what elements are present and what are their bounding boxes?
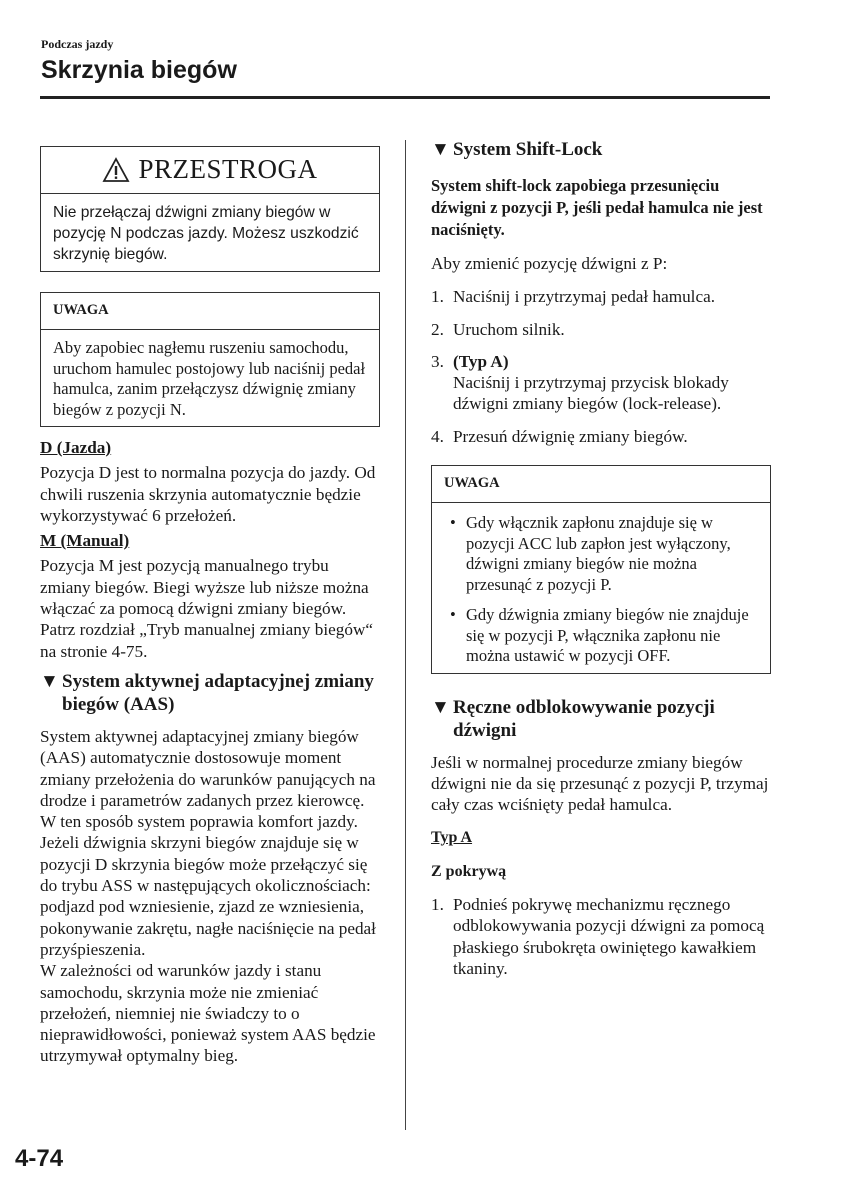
list-item <box>431 426 771 447</box>
list-item <box>431 351 771 415</box>
section-heading-manual-release <box>431 696 771 742</box>
shift-lock-steps <box>431 286 771 447</box>
step-number: 4. <box>431 426 444 446</box>
triangle-marker-icon: ▼ <box>431 696 450 718</box>
warning-box <box>40 146 380 272</box>
paragraph-aas-2: Jeżeli dźwignia skrzyni biegów znajduje się w pozycji D skrzynia biegów może przełączyć się do trybu ASS w następujących okolicznościach: podjazd pod wzniesienie, zjazd ze wzniesienia, pokonywanie zakrętu, nagłe naciśnięcie na pedał przyśpieszenia. <box>40 833 376 959</box>
note-item-text: Gdy włącznik zapłonu znajduje się w pozycji ACC lub zapłon jest wyłączony, dźwigni zmiany biegów nie można przesunąć z pozycji P. <box>466 513 731 594</box>
subheading-with-cover: Z pokrywą <box>431 862 507 880</box>
paragraph-aas-3: W zależności od warunków jazdy i stanu samochodu, skrzynia może nie zmieniać przełożeń, niemniej nie świadczy to o nieprawidłowości, ponieważ system AAS będzie utrzymywał optymalny bieg. <box>40 961 376 1066</box>
list-item <box>444 513 758 595</box>
paragraph-m-reference: Patrz rozdział „Tryb manualnej zmiany biegów“ na stronie 4-75. <box>40 620 373 661</box>
list-item <box>431 286 771 307</box>
step-label: (Typ A) <box>453 351 509 371</box>
warning-text: Nie przełączaj dźwigni zmiany biegów w pozycję N podczas jazdy. Możesz uszkodzić skrzynię biegów. <box>53 204 359 263</box>
cover-steps <box>431 894 771 979</box>
paragraph-m: Pozycja M jest pozycją manualnego trybu zmiany biegów. Biegi wyższe lub niższe można włączać za pomocą dźwigni zmiany biegów. <box>40 556 369 619</box>
section-heading-aas-text: System aktywnej adaptacyjnej zmiany biegów (AAS) <box>62 670 374 715</box>
note-box <box>431 465 771 674</box>
section-heading-shift-lock-text: System Shift-Lock <box>453 139 603 160</box>
step-number: 1. <box>431 287 444 307</box>
note-text: Aby zapobiec nagłemu ruszeniu samochodu, uruchom hamulec postojowy lub naciśnij pedał hamulca, zanim przełączysz dźwignię zmiany biegów z pozycji N. <box>53 338 366 419</box>
section-heading-aas <box>40 670 380 716</box>
list-item <box>431 894 771 979</box>
subheading-type-a: Typ A <box>431 829 473 847</box>
note-box <box>40 292 380 427</box>
section-heading-manual-release-text: Ręczne odblokowywanie pozycji dźwigni <box>453 696 715 741</box>
step-number: 3. <box>431 351 444 371</box>
shift-lock-intro: System shift-lock zapobiega przesunięciu dźwigni z pozycji P, jeśli pedał hamulca nie jest naciśnięty. <box>431 176 763 239</box>
warning-header <box>41 147 379 194</box>
step-number: 2. <box>431 319 444 339</box>
list-item <box>444 605 758 667</box>
subheading-m: M (Manual) <box>40 531 130 551</box>
paragraph-d: Pozycja D jest to normalna pozycja do jazdy. Od chwili ruszenia skrzynia automatycznie będzie wykorzystywać 6 przełożeń. <box>40 463 376 525</box>
step-text: Uruchom silnik. <box>453 319 565 339</box>
note-title: UWAGA <box>41 293 379 330</box>
triangle-marker-icon: ▼ <box>431 139 450 160</box>
paragraph-manual-release: Jeśli w normalnej procedurze zmiany biegów dźwigni nie da się przesunąć z pozycji P, trzymaj cały czas wciśnięty pedał hamulca. <box>431 752 769 815</box>
column-divider <box>405 140 406 1130</box>
step-text: Przesuń dźwignię zmiany biegów. <box>453 426 688 446</box>
right-column <box>431 138 771 979</box>
step-number: 1. <box>431 895 444 915</box>
page-number: 4-74 <box>15 1145 64 1172</box>
triangle-marker-icon: ▼ <box>40 670 59 692</box>
subheading-d: D (Jazda) <box>40 438 112 457</box>
title-rule <box>40 96 770 99</box>
note-title: UWAGA <box>432 466 770 503</box>
page-title: Skrzynia biegów <box>41 56 237 84</box>
bullet-icon: • <box>450 605 456 625</box>
warning-triangle-icon <box>102 157 130 183</box>
list-item <box>431 319 771 340</box>
bullet-icon: • <box>450 513 456 533</box>
step-text: Naciśnij i przytrzymaj przycisk blokady dźwigni zmiany biegów (lock-release). <box>453 373 729 414</box>
note-body <box>432 503 770 673</box>
warning-title: PRZESTROGA <box>138 154 318 185</box>
step-text: Podnieś pokrywę mechanizmu ręcznego odblokowywania pozycji dźwigni za pomocą płaskiego śrubokręta owiniętego kawałkiem tkaniny. <box>453 895 765 978</box>
left-column <box>40 146 380 1067</box>
note-list <box>444 513 758 667</box>
section-heading-shift-lock <box>431 138 771 161</box>
shift-lock-lead: Aby zmienić pozycję dźwigni z P: <box>431 254 668 273</box>
breadcrumb: Podczas jazdy <box>41 37 114 51</box>
note-item-text: Gdy dźwignia zmiany biegów nie znajduje się w pozycji P, włącznika zapłonu nie można ustawić w pozycji OFF. <box>466 605 749 666</box>
step-text: Naciśnij i przytrzymaj pedał hamulca. <box>453 287 716 307</box>
paragraph-aas-1: System aktywnej adaptacyjnej zmiany biegów (AAS) automatycznie dostosowuje moment zmiany przełożenia do warunków panujących na drodze i parametrów zadanych przez kierowcę. W ten sposób system poprawia komfort jazdy. <box>40 726 376 832</box>
